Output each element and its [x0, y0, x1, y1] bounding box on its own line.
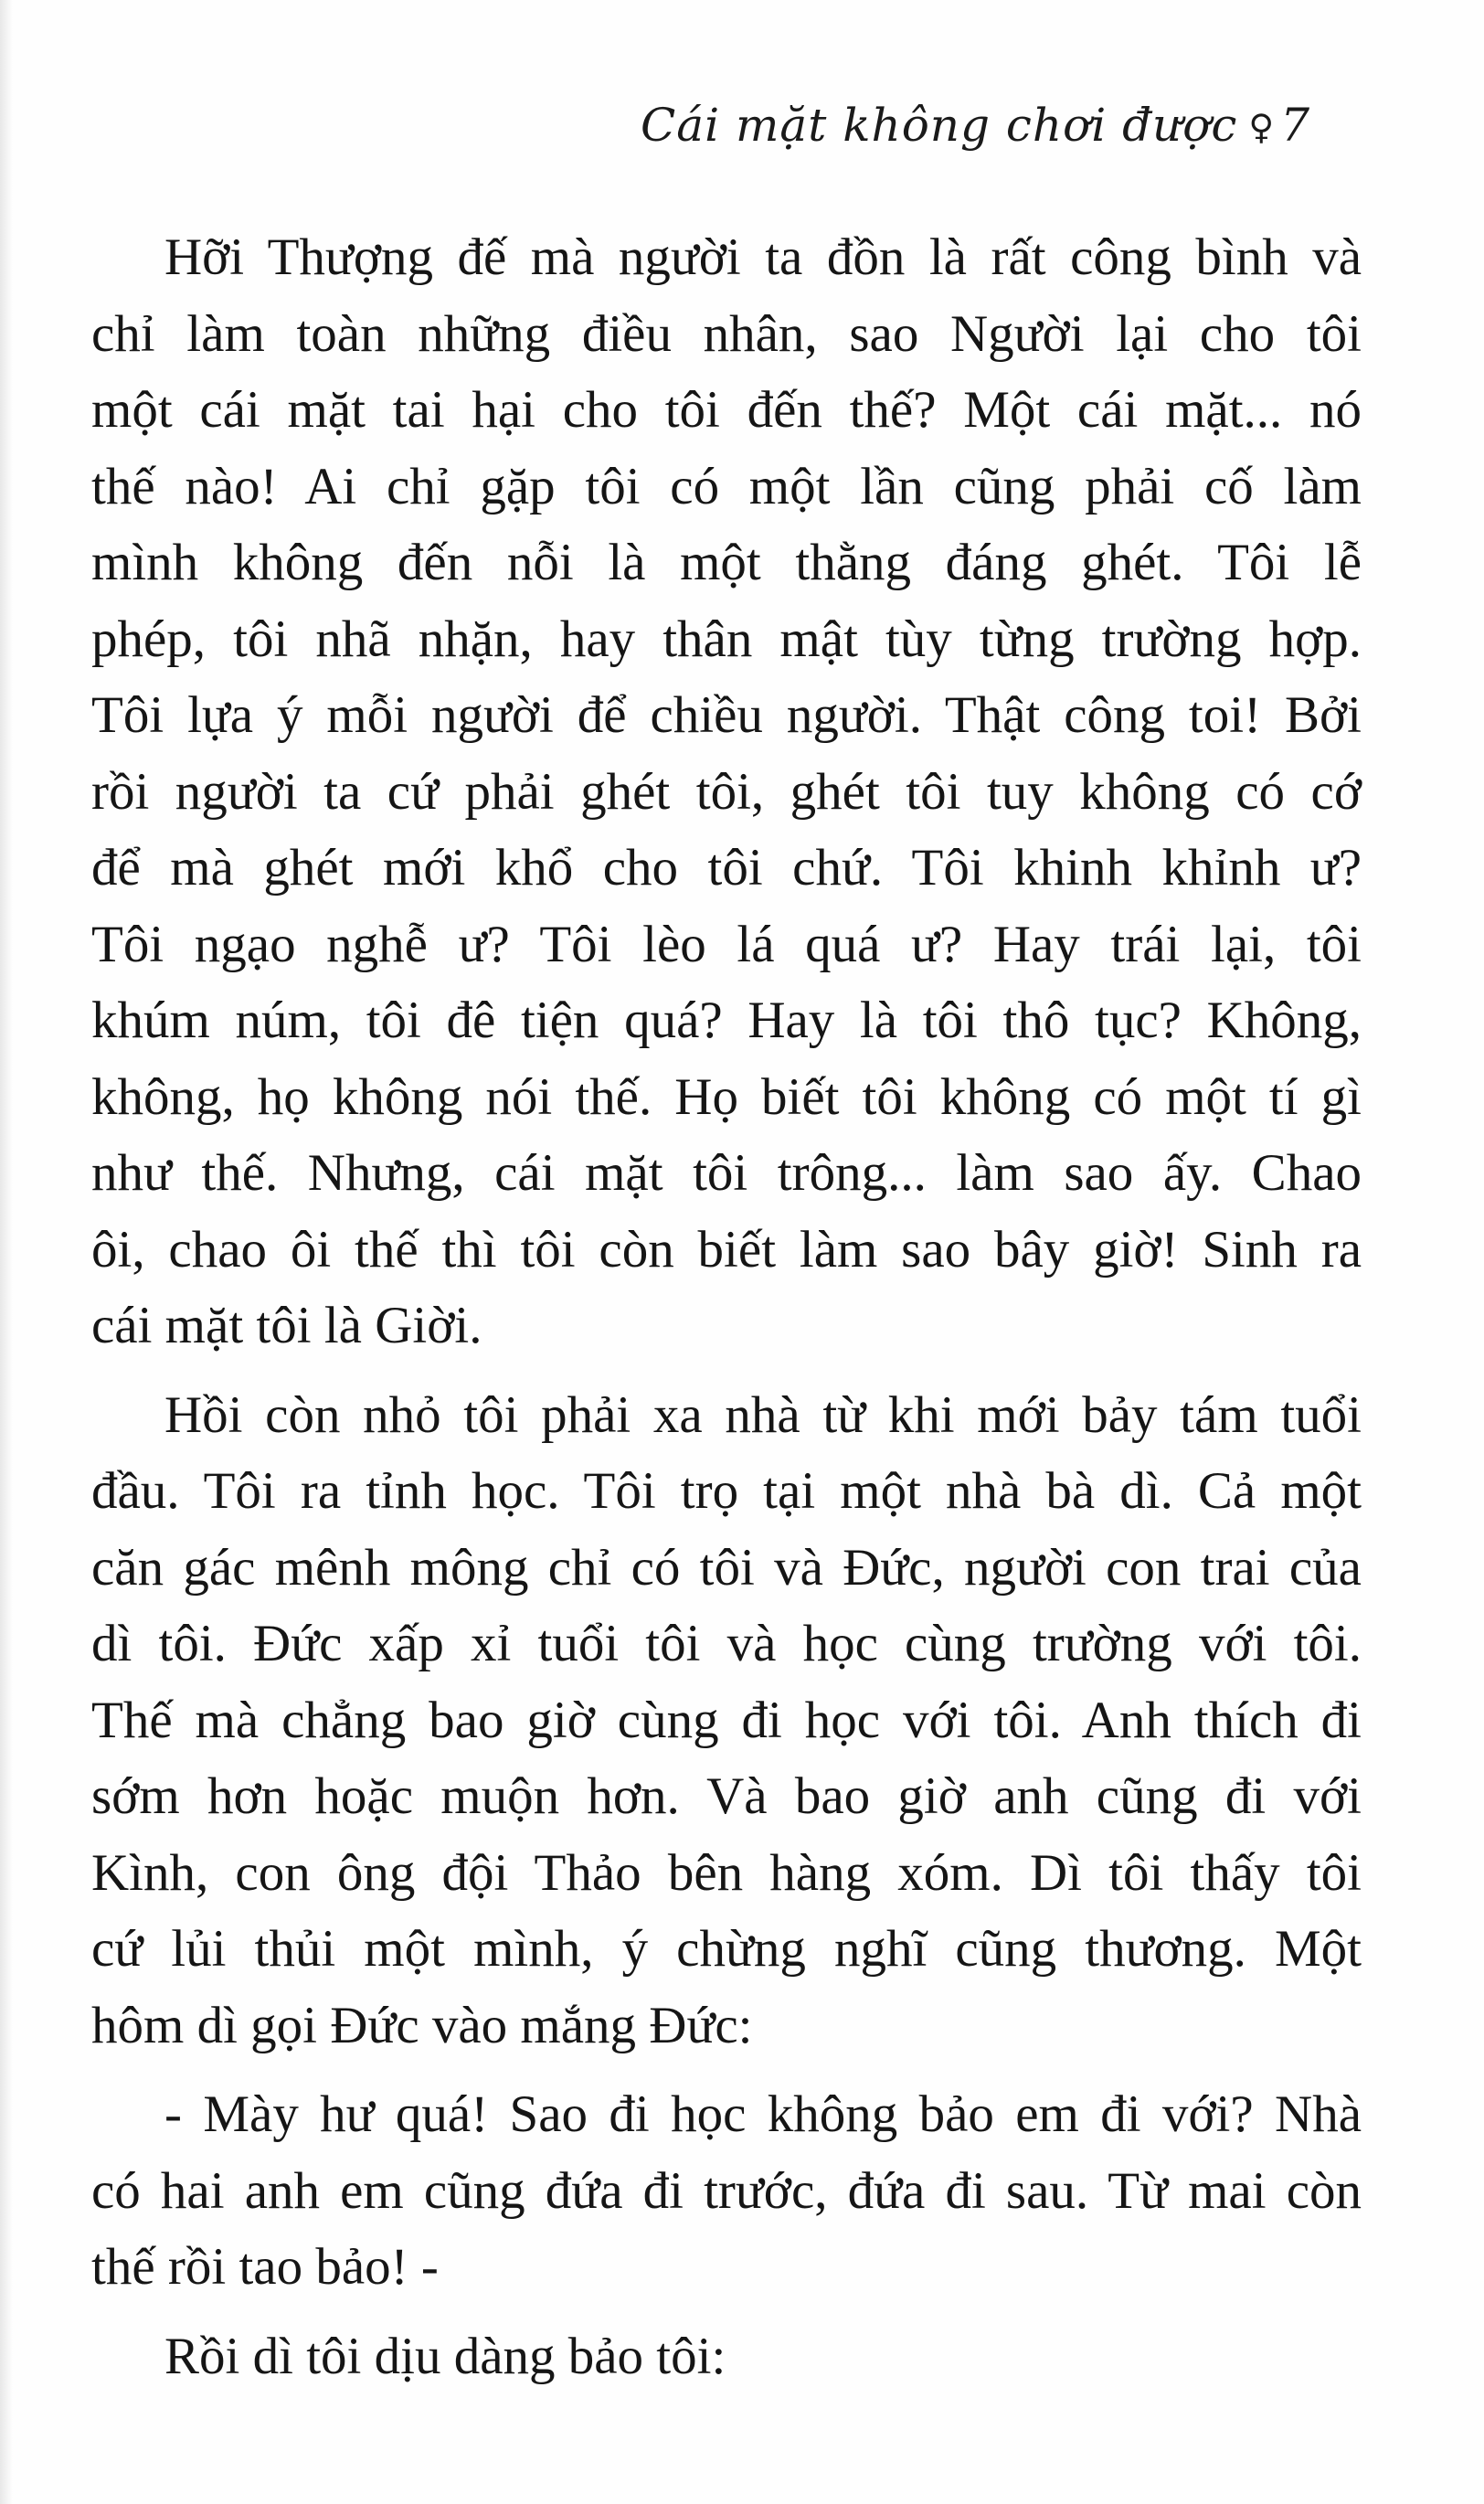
paragraph — [91, 219, 1362, 1364]
text-line: thế nào! Ai chỉ gặp tôi có một lần cũng phải cố làm — [91, 457, 1362, 515]
text-line: rồi người ta cứ phải ghét tôi, ghét tôi tuy không có cớ — [91, 762, 1362, 821]
text-line: Kình, con ông đội Thảo bên hàng xóm. Dì tôi thấy tôi — [91, 1843, 1362, 1902]
text-line: Tôi lựa ý mỗi người để chiều người. Thật công toi! Bởi — [91, 686, 1362, 744]
ornament-icon: ♀ — [1248, 107, 1276, 147]
text-line: không, họ không nói thế. Họ biết tôi không có một tí gì — [91, 1067, 1362, 1126]
text-line: Tôi ngạo nghễ ư? Tôi lèo lá quá ư? Hay trái lại, tôi — [91, 915, 1362, 973]
text-line: ôi, chao ôi thế thì tôi còn biết làm sao bây giờ! Sinh ra — [91, 1220, 1362, 1279]
text-line: căn gác mênh mông chỉ có tôi và Đức, người con trai của — [91, 1538, 1362, 1597]
body-text — [91, 219, 1362, 2394]
text-line: một cái mặt tai hại cho tôi đến thế? Một cái mặt... nó — [91, 381, 1362, 439]
text-line: dì tôi. Đức xấp xỉ tuổi tôi và học cùng trường với tôi. — [91, 1615, 1362, 1672]
text-line: Hỡi Thượng đế mà người ta đồn là rất công bình và — [164, 228, 1362, 286]
text-line: cứ lủi thủi một mình, ý chừng nghĩ cũng thương. Một — [91, 1920, 1362, 1978]
chapter-title: Cái mặt không chơi được — [641, 99, 1238, 152]
text-line: Rồi dì tôi dịu dàng bảo tôi: — [164, 2327, 726, 2385]
paragraph — [91, 1377, 1362, 2064]
paragraph — [91, 2318, 1362, 2395]
text-line: mình không đến nỗi là một thằng đáng ghét. Tôi lễ — [91, 534, 1362, 591]
running-head — [641, 99, 1310, 152]
text-line: để mà ghét mới khổ cho tôi chứ. Tôi khinh khỉnh ư? — [91, 839, 1362, 897]
text-line: có hai anh em cũng đứa đi trước, đứa đi sau. Từ mai còn — [91, 2161, 1362, 2220]
text-line: thế rồi tao bảo! - — [91, 2238, 439, 2296]
paragraph — [91, 2076, 1362, 2306]
text-line: sớm hơn hoặc muộn hơn. Và bao giờ anh cũng đi với — [91, 1767, 1362, 1825]
text-line: hôm dì gọi Đức vào mắng Đức: — [91, 1996, 753, 2054]
text-line: - Mày hư quá! Sao đi học không bảo em đi với? Nhà — [164, 2085, 1362, 2143]
page-number: 7 — [1280, 99, 1310, 152]
text-line: đầu. Tôi ra tỉnh học. Tôi trọ tại một nhà bà dì. Cả một — [91, 1462, 1362, 1520]
text-line: Thế mà chẳng bao giờ cùng đi học với tôi. Anh thích đi — [91, 1691, 1362, 1749]
text-line: phép, tôi nhã nhặn, hay thân mật tùy từng trường hợp. — [91, 610, 1362, 668]
text-line: khúm núm, tôi đê tiện quá? Hay là tôi thô tục? Không, — [91, 992, 1362, 1049]
text-line: cái mặt tôi là Giời. — [91, 1297, 482, 1354]
text-line: Hồi còn nhỏ tôi phải xa nhà từ khi mới bảy tám tuổi — [164, 1385, 1362, 1444]
text-line: như thế. Nhưng, cái mặt tôi trông... làm sao ấy. Chao — [91, 1144, 1362, 1202]
text-line: chỉ làm toàn những điều nhân, sao Người lại cho tôi — [91, 304, 1362, 363]
